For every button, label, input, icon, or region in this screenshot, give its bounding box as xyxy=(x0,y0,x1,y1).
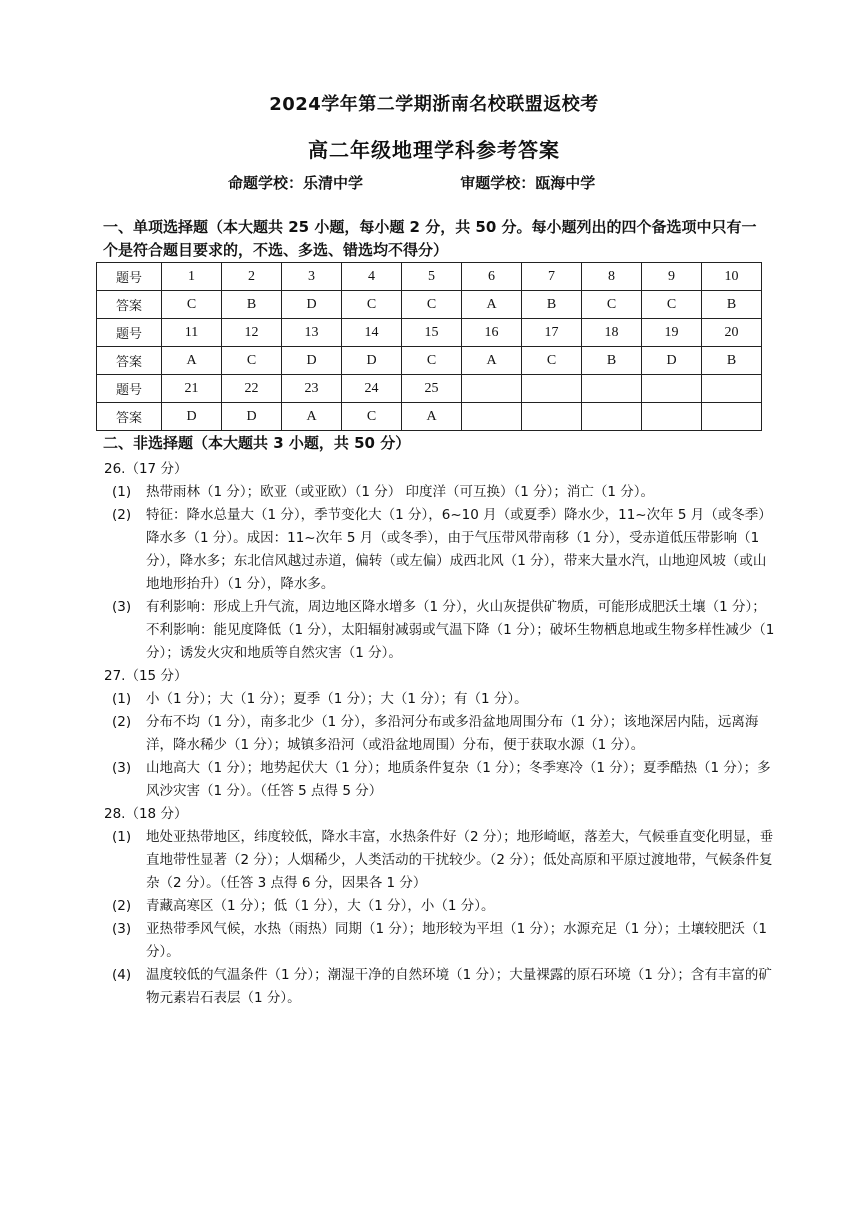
answer-letter-cell: B xyxy=(582,347,642,375)
item-text: 山地高大（1 分）；地势起伏大（1 分）；地质条件复杂（1 分）；冬季寒冷（1 分）；夏季酷热（1 分）；多风沙灾害（1 分）。（任答 5 点得 5 分） xyxy=(146,760,771,799)
answer-item xyxy=(104,918,776,964)
item-text: 小（1 分）；大（1 分）；夏季（1 分）；大（1 分）；有（1 分）。 xyxy=(146,691,528,707)
answer-letter-cell xyxy=(582,403,642,431)
question-number-cell xyxy=(642,375,702,403)
question-number-cell: 20 xyxy=(702,319,762,347)
question-title: 26.（17 分） xyxy=(104,461,188,477)
row-label-question: 题号 xyxy=(97,263,162,291)
answer-item xyxy=(104,481,776,504)
answer-letter-cell: B xyxy=(702,347,762,375)
section2-heading: 二、非选择题（本大题共 3 小题，共 50 分） xyxy=(103,434,411,452)
exam-title: 2024学年第二学期浙南名校联盟返校考 xyxy=(269,94,599,115)
answer-item xyxy=(104,757,776,803)
item-text: 青藏高寒区（1 分）；低（1 分），大（1 分），小（1 分）。 xyxy=(146,898,495,914)
answer-letter-cell xyxy=(522,403,582,431)
question-number-cell: 21 xyxy=(162,375,222,403)
question-title: 28.（18 分） xyxy=(104,806,188,822)
answer-item xyxy=(104,596,776,665)
question-title: 27.（15 分） xyxy=(104,668,188,684)
answer-letter-cell: D xyxy=(282,291,342,319)
item-text: 特征：降水总量大（1 分），季节变化大（1 分），6~10 月（或夏季）降水少，11~次年 5 月（或冬季）降水多（1 分）。成因：11~次年 5 月（或冬季），由于气压带风带南移（1 分），受赤道低压带影响（1 分），降水多；东北信风越过赤道，偏转（或左偏）成西北风（1 分），带来大量水汽，山地迎风坡（或山地地形抬升）（1 分），降水多。 xyxy=(146,507,772,592)
row-label-answer: 答案 xyxy=(97,403,162,431)
answer-item xyxy=(104,964,776,1010)
answer-letter-cell: C xyxy=(342,291,402,319)
question-number-cell xyxy=(462,375,522,403)
question-number-cell: 1 xyxy=(162,263,222,291)
answer-letter-cell xyxy=(702,403,762,431)
answer-letter-cell: C xyxy=(342,403,402,431)
answer-row xyxy=(97,291,762,319)
item-number: (2) xyxy=(112,898,132,914)
question-number-cell: 16 xyxy=(462,319,522,347)
answer-letter-cell: C xyxy=(642,291,702,319)
question-number-cell: 6 xyxy=(462,263,522,291)
answer-letter-cell: C xyxy=(222,347,282,375)
answer-letter-cell: D xyxy=(222,403,282,431)
question-number-cell: 10 xyxy=(702,263,762,291)
answer-letter-cell: B xyxy=(222,291,282,319)
question-number-cell xyxy=(522,375,582,403)
answer-letter-cell xyxy=(462,403,522,431)
question-number-cell: 8 xyxy=(582,263,642,291)
question-number-cell: 18 xyxy=(582,319,642,347)
row-label-answer: 答案 xyxy=(97,291,162,319)
item-number: (1) xyxy=(112,691,132,707)
question-number-cell: 11 xyxy=(162,319,222,347)
question-row xyxy=(97,375,762,403)
answer-item xyxy=(104,688,776,711)
answer-letter-cell: A xyxy=(462,291,522,319)
question-number-cell: 2 xyxy=(222,263,282,291)
question-number-cell: 7 xyxy=(522,263,582,291)
row-label-question: 题号 xyxy=(97,375,162,403)
answer-item xyxy=(104,504,776,596)
item-text: 有利影响：形成上升气流，周边地区降水增多（1 分），火山灰提供矿物质，可能形成肥沃土壤（1 分）；不利影响：能见度降低（1 分），太阳辐射减弱或气温下降（1 分）；破坏生物栖息地或生物多样性减少（1 分）；诱发火灾和地质等自然灾害（1 分）。 xyxy=(146,599,775,661)
section1-heading: 一、单项选择题（本大题共 25 小题，每小题 2 分，共 50 分。每小题列出的四个备选项中只有一个是符合题目要求的，不选、多选、错选均不得分） xyxy=(103,218,757,259)
reviewer-school: 审题学校：瓯海中学 xyxy=(460,174,596,192)
answer-letter-cell: D xyxy=(282,347,342,375)
question-number-cell: 23 xyxy=(282,375,342,403)
answer-row xyxy=(97,347,762,375)
question-number-cell: 3 xyxy=(282,263,342,291)
answer-letter-cell: D xyxy=(342,347,402,375)
item-number: (2) xyxy=(112,714,132,730)
schools-line xyxy=(228,172,595,193)
item-text: 热带雨林（1 分）；欧亚（或亚欧）（1 分） 印度洋（可互换）（1 分）；消亡（1 分）。 xyxy=(146,484,655,500)
answer-letter-cell: B xyxy=(522,291,582,319)
item-number: (3) xyxy=(112,921,132,937)
answer-letter-cell: C xyxy=(402,347,462,375)
section2-answers xyxy=(104,458,776,1010)
answer-letter-cell xyxy=(642,403,702,431)
item-text: 分布不均（1 分），南多北少（1 分），多沿河分布或多沿盆地周围分布（1 分）；该地深居内陆，远离海洋，降水稀少（1 分）；城镇多沿河（或沿盆地周围）分布，便于获取水源（1 分）。 xyxy=(146,714,759,753)
item-number: (2) xyxy=(112,507,132,523)
setter-school: 命题学校：乐清中学 xyxy=(228,174,364,192)
item-number: (3) xyxy=(112,599,132,615)
answer-letter-cell: D xyxy=(642,347,702,375)
question-number-cell: 4 xyxy=(342,263,402,291)
answer-item xyxy=(104,711,776,757)
answer-letter-cell: A xyxy=(402,403,462,431)
answer-item xyxy=(104,895,776,918)
question-number-cell: 9 xyxy=(642,263,702,291)
question-number-cell: 19 xyxy=(642,319,702,347)
answer-letter-cell: A xyxy=(462,347,522,375)
item-number: (4) xyxy=(112,967,132,983)
answer-letter-cell: C xyxy=(402,291,462,319)
question-number-cell: 12 xyxy=(222,319,282,347)
answer-row xyxy=(97,403,762,431)
item-number: (1) xyxy=(112,829,132,845)
question-number-cell: 5 xyxy=(402,263,462,291)
answer-letter-cell: A xyxy=(282,403,342,431)
question-number-cell: 14 xyxy=(342,319,402,347)
question-number-cell: 17 xyxy=(522,319,582,347)
answer-letter-cell: C xyxy=(162,291,222,319)
question-number-cell: 24 xyxy=(342,375,402,403)
answer-table xyxy=(96,262,762,431)
answer-letter-cell: D xyxy=(162,403,222,431)
item-text: 温度较低的气温条件（1 分）；潮湿干净的自然环境（1 分）；大量裸露的原石环境（1 分）；含有丰富的矿物元素岩石表层（1 分）。 xyxy=(146,967,772,1006)
answer-letter-cell: A xyxy=(162,347,222,375)
answer-letter-cell: B xyxy=(702,291,762,319)
question-number-cell: 25 xyxy=(402,375,462,403)
question-number-cell xyxy=(702,375,762,403)
answer-letter-cell: C xyxy=(522,347,582,375)
item-text: 亚热带季风气候，水热（雨热）同期（1 分）；地形较为平坦（1 分）；水源充足（1 分）；土壤较肥沃（1 分）。 xyxy=(146,921,767,960)
exam-subtitle: 高二年级地理学科参考答案 xyxy=(308,138,560,162)
question-number-cell: 13 xyxy=(282,319,342,347)
row-label-question: 题号 xyxy=(97,319,162,347)
answer-item xyxy=(104,826,776,895)
question-row xyxy=(97,319,762,347)
item-number: (3) xyxy=(112,760,132,776)
question-number-cell: 15 xyxy=(402,319,462,347)
question-number-cell xyxy=(582,375,642,403)
answer-letter-cell: C xyxy=(582,291,642,319)
question-number-cell: 22 xyxy=(222,375,282,403)
item-text: 地处亚热带地区，纬度较低，降水丰富，水热条件好（2 分）；地形崎岖，落差大，气候垂直变化明显，垂直地带性显著（2 分）；人烟稀少，人类活动的干扰较少。（2 分）；低处高原和平原过渡地带，气候条件复杂（2 分）。（任答 3 点得 6 分，因果各 1 分） xyxy=(146,829,774,891)
row-label-answer: 答案 xyxy=(97,347,162,375)
question-row xyxy=(97,263,762,291)
item-number: (1) xyxy=(112,484,132,500)
